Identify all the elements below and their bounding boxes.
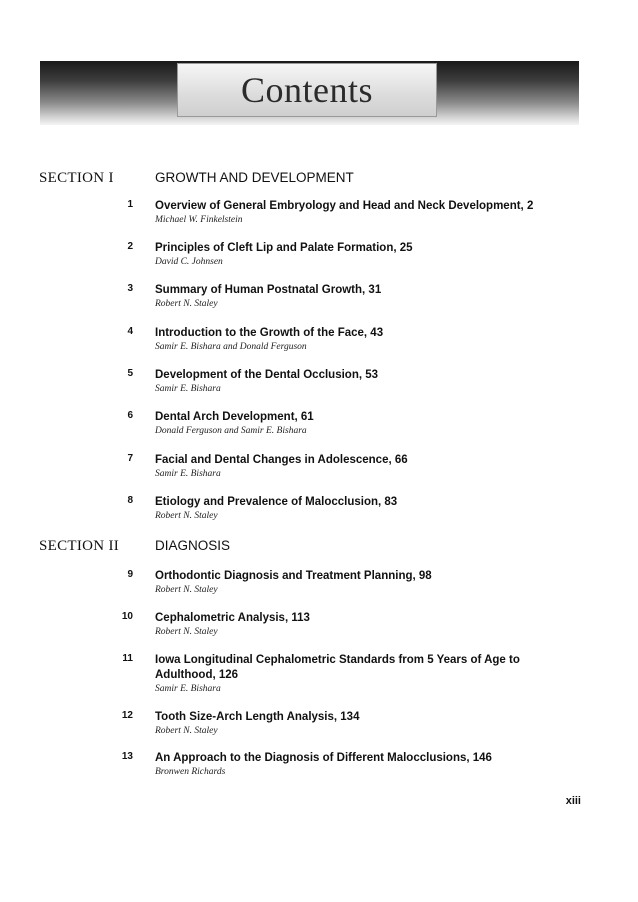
- chapter-number: 1: [127, 199, 133, 210]
- chapter-author: Robert N. Staley: [155, 726, 218, 736]
- chapter-number: 12: [121, 710, 133, 721]
- chapter-title[interactable]: Summary of Human Postnatal Growth, 31: [155, 284, 382, 296]
- chapter-number: 9: [127, 569, 133, 580]
- chapter-number: 6: [127, 410, 133, 421]
- chapter-number: 5: [127, 368, 133, 379]
- chapter-title[interactable]: Orthodontic Diagnosis and Treatment Planning, 98: [155, 570, 432, 582]
- chapter-title[interactable]: Tooth Size-Arch Length Analysis, 134: [155, 711, 360, 723]
- chapter-number: 10: [121, 611, 133, 622]
- chapter-author: Samir E. Bishara: [155, 469, 221, 479]
- chapter-number: 11: [122, 653, 133, 664]
- chapter-title[interactable]: Development of the Dental Occlusion, 53: [155, 369, 379, 381]
- chapter-title[interactable]: Facial and Dental Changes in Adolescence, 66: [155, 454, 408, 466]
- chapter-author: Michael W. Finkelstein: [155, 215, 243, 225]
- chapter-author: Robert N. Staley: [155, 585, 218, 595]
- chapter-number: 7: [127, 453, 133, 464]
- chapter-author: Samir E. Bishara: [155, 384, 221, 394]
- chapter-author: Bronwen Richards: [155, 767, 226, 777]
- chapter-author: Robert N. Staley: [155, 627, 218, 637]
- section-label: SECTION II: [39, 538, 120, 554]
- page-title: Contents: [240, 70, 373, 110]
- section-title: DIAGNOSIS: [155, 538, 231, 553]
- chapter-title[interactable]: Introduction to the Growth of the Face, 43: [155, 327, 384, 339]
- chapter-title[interactable]: Etiology and Prevalence of Malocclusion, 83: [155, 496, 398, 508]
- chapter-title[interactable]: Cephalometric Analysis, 113: [155, 612, 310, 624]
- page-number: xiii: [565, 795, 581, 807]
- chapter-number: 2: [127, 241, 133, 252]
- section-title: GROWTH AND DEVELOPMENT: [155, 170, 354, 185]
- section-label: SECTION I: [39, 170, 114, 186]
- chapter-author: Donald Ferguson and Samir E. Bishara: [155, 426, 307, 436]
- chapter-number: 13: [121, 751, 133, 762]
- chapter-title[interactable]: Dental Arch Development, 61: [155, 411, 314, 423]
- chapter-author: Samir E. Bishara: [155, 684, 221, 694]
- chapter-title[interactable]: An Approach to the Diagnosis of Different Malocclusions, 146: [155, 752, 492, 764]
- chapter-author: Samir E. Bishara and Donald Ferguson: [155, 342, 307, 352]
- chapter-author: Robert N. Staley: [155, 511, 218, 521]
- chapter-title[interactable]: Principles of Cleft Lip and Palate Formation, 25: [155, 242, 413, 254]
- chapter-author: Robert N. Staley: [155, 299, 218, 309]
- chapter-title[interactable]: Overview of General Embryology and Head and Neck Development, 2: [155, 200, 534, 212]
- chapter-number: 3: [127, 283, 133, 294]
- chapter-number: 8: [127, 495, 133, 506]
- chapter-author: David C. Johnsen: [155, 257, 223, 267]
- title-box: [177, 63, 437, 117]
- chapter-title[interactable]: Iowa Longitudinal Cephalometric Standards from 5 Years of Age to Adulthood, 126: [155, 654, 520, 681]
- chapter-number: 4: [127, 326, 133, 337]
